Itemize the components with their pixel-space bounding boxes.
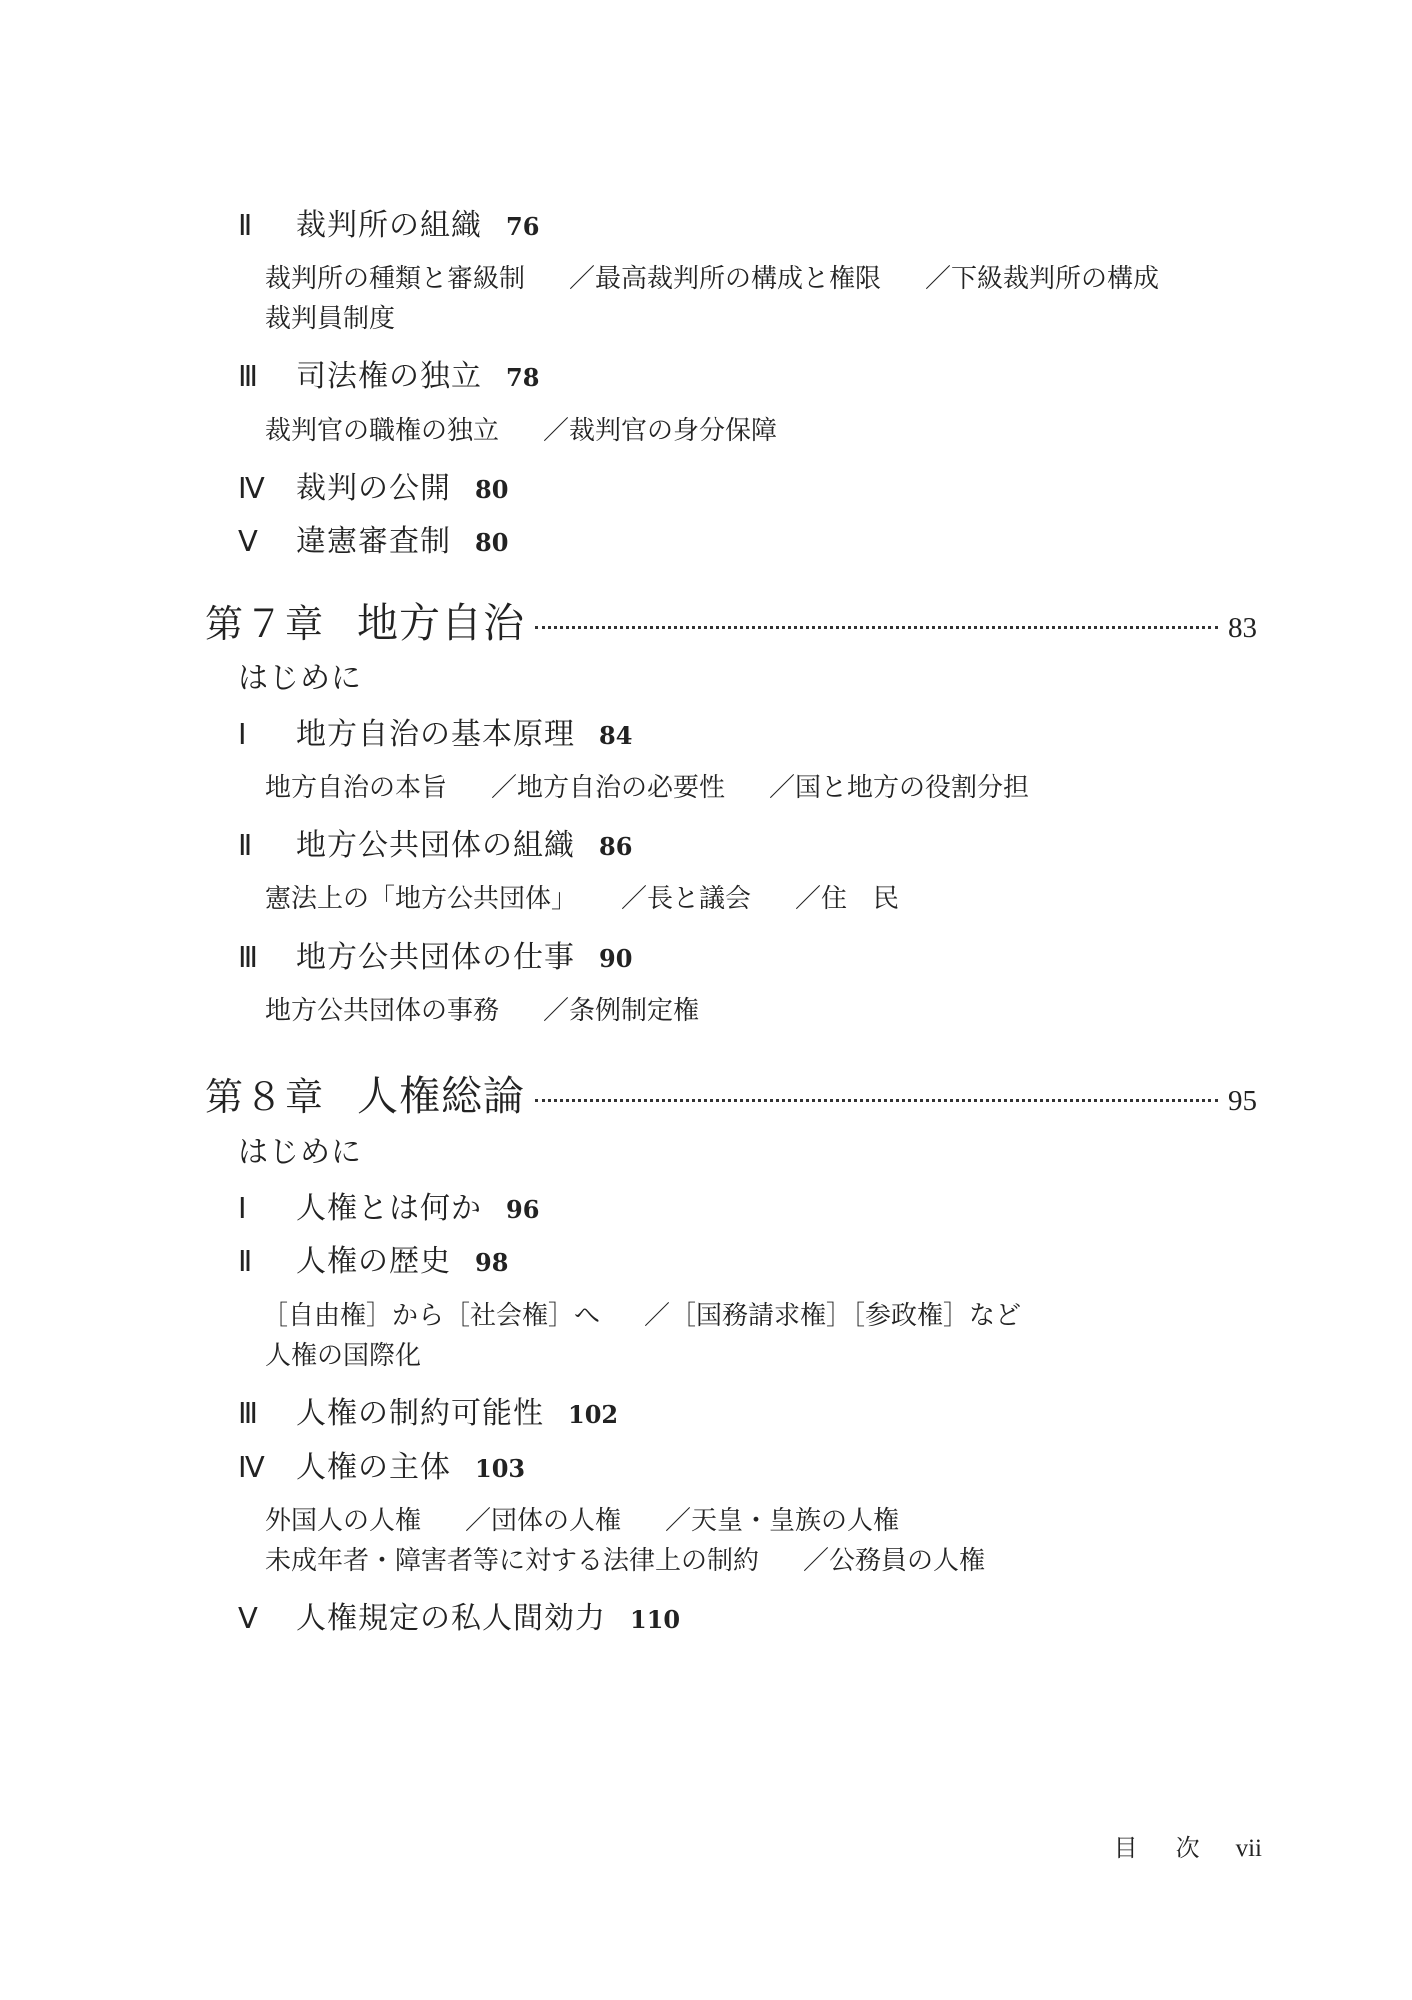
toc-section — [238, 1183, 539, 1227]
topic-line — [265, 1540, 985, 1577]
topic: ／公務員の人権 — [803, 1546, 986, 1576]
topic-line — [265, 878, 899, 915]
topic: ／［国務請求権］［参政権］など — [644, 1301, 1022, 1331]
section-title: 裁判の公開 — [296, 471, 451, 506]
dot-leader — [535, 1099, 1218, 1102]
section-number: Ⅳ — [238, 1452, 265, 1484]
topic: 裁判所の種類と審級制 — [265, 264, 526, 294]
section-number: Ⅲ — [238, 1398, 258, 1430]
toc-section — [238, 932, 632, 976]
toc-section — [238, 1388, 618, 1432]
section-title: 人権の主体 — [296, 1450, 451, 1485]
topic: 地方自治の本旨 — [265, 773, 448, 803]
section-title: 人権の制約可能性 — [296, 1396, 544, 1431]
chapter-heading[interactable] — [205, 590, 1257, 650]
topic: ／下級裁判所の構成 — [925, 264, 1160, 294]
chapter-title: 人権総論 — [357, 1072, 526, 1120]
section-title: 裁判所の組織 — [296, 208, 482, 243]
section-number: Ⅴ — [238, 1603, 258, 1635]
topic-line — [265, 1335, 421, 1372]
toc-section — [238, 1236, 508, 1280]
chapter-title: 地方自治 — [357, 599, 526, 647]
topic: ／住 民 — [795, 884, 900, 914]
toc-section — [238, 1442, 525, 1486]
chapter-page: 83 — [1228, 612, 1257, 644]
topic-line — [265, 298, 395, 335]
section-title: 司法権の独立 — [296, 359, 482, 394]
topic-line — [265, 258, 1159, 295]
topic: 人権の国際化 — [265, 1341, 422, 1371]
chapter-heading[interactable] — [205, 1063, 1257, 1123]
section-page: 103 — [475, 1454, 526, 1483]
topic-line — [262, 1295, 1021, 1332]
topic: ／団体の人権 — [465, 1506, 622, 1536]
section-page: 78 — [506, 363, 540, 392]
section-page: 102 — [568, 1400, 619, 1429]
section-title: 地方公共団体の組織 — [296, 828, 575, 863]
section-page: 84 — [599, 721, 633, 750]
section-page: 86 — [599, 832, 633, 861]
section-title: 違憲審査制 — [296, 524, 451, 559]
topic: ／地方自治の必要性 — [491, 773, 726, 803]
section-page: 110 — [630, 1605, 681, 1634]
topic: ／最高裁判所の構成と権限 — [569, 264, 882, 294]
section-page: 76 — [506, 212, 540, 241]
section-number: Ⅱ — [238, 210, 253, 242]
topic: ／条例制定権 — [543, 996, 700, 1026]
topic-line — [265, 1500, 899, 1537]
chapter-intro: はじめに — [238, 1135, 362, 1170]
chapter-intro: はじめに — [238, 661, 362, 696]
section-page: 80 — [475, 528, 509, 557]
section-title: 人権とは何か — [296, 1191, 482, 1226]
chapter-label: 第７章 — [205, 602, 326, 646]
section-page: 96 — [506, 1195, 540, 1224]
topic: 外国人の人権 — [265, 1506, 422, 1536]
chapter-page: 95 — [1228, 1085, 1257, 1117]
section-page: 80 — [475, 475, 509, 504]
topic: ／長と議会 — [621, 884, 752, 914]
section-number: Ⅴ — [238, 526, 258, 558]
topic: ／国と地方の役割分担 — [769, 773, 1030, 803]
topic: ／天皇・皇族の人権 — [665, 1506, 900, 1536]
dot-leader — [535, 626, 1218, 629]
section-number: Ⅲ — [238, 942, 258, 974]
topic: ［自由権］から［社会権］へ — [262, 1301, 601, 1331]
chapter-label: 第８章 — [205, 1075, 326, 1119]
topic: 未成年者・障害者等に対する法律上の制約 — [265, 1546, 760, 1576]
toc-section — [238, 200, 539, 244]
topic-line — [265, 767, 1029, 804]
topic-line — [265, 990, 699, 1027]
toc-section — [238, 1593, 680, 1637]
section-number: Ⅱ — [238, 1246, 253, 1278]
toc-section — [238, 463, 508, 507]
section-number: Ⅲ — [238, 361, 258, 393]
section-title: 人権規定の私人間効力 — [296, 1601, 606, 1636]
section-title: 人権の歴史 — [296, 1244, 451, 1279]
section-number: Ⅱ — [238, 830, 253, 862]
section-page: 90 — [599, 944, 633, 973]
topic: 裁判員制度 — [265, 304, 396, 334]
topic: ／裁判官の身分保障 — [543, 416, 778, 446]
topic: 憲法上の「地方公共団体」 — [265, 884, 578, 914]
section-title: 地方自治の基本原理 — [296, 717, 575, 752]
page-number: vii — [1235, 1835, 1262, 1862]
footer-label: 次 — [1175, 1834, 1200, 1862]
topic: 地方公共団体の事務 — [265, 996, 500, 1026]
toc-section — [238, 516, 508, 560]
section-number: Ⅰ — [238, 719, 247, 751]
toc-section — [238, 709, 632, 753]
topic-line — [265, 410, 777, 447]
section-number: Ⅰ — [238, 1193, 247, 1225]
section-page: 98 — [475, 1248, 509, 1277]
footer-label: 目 — [1113, 1834, 1138, 1862]
page-footer — [1114, 1828, 1262, 1863]
section-number: Ⅳ — [238, 473, 265, 505]
topic: 裁判官の職権の独立 — [265, 416, 500, 446]
section-title: 地方公共団体の仕事 — [296, 940, 575, 975]
toc-section — [238, 351, 539, 395]
toc-section — [238, 820, 632, 864]
